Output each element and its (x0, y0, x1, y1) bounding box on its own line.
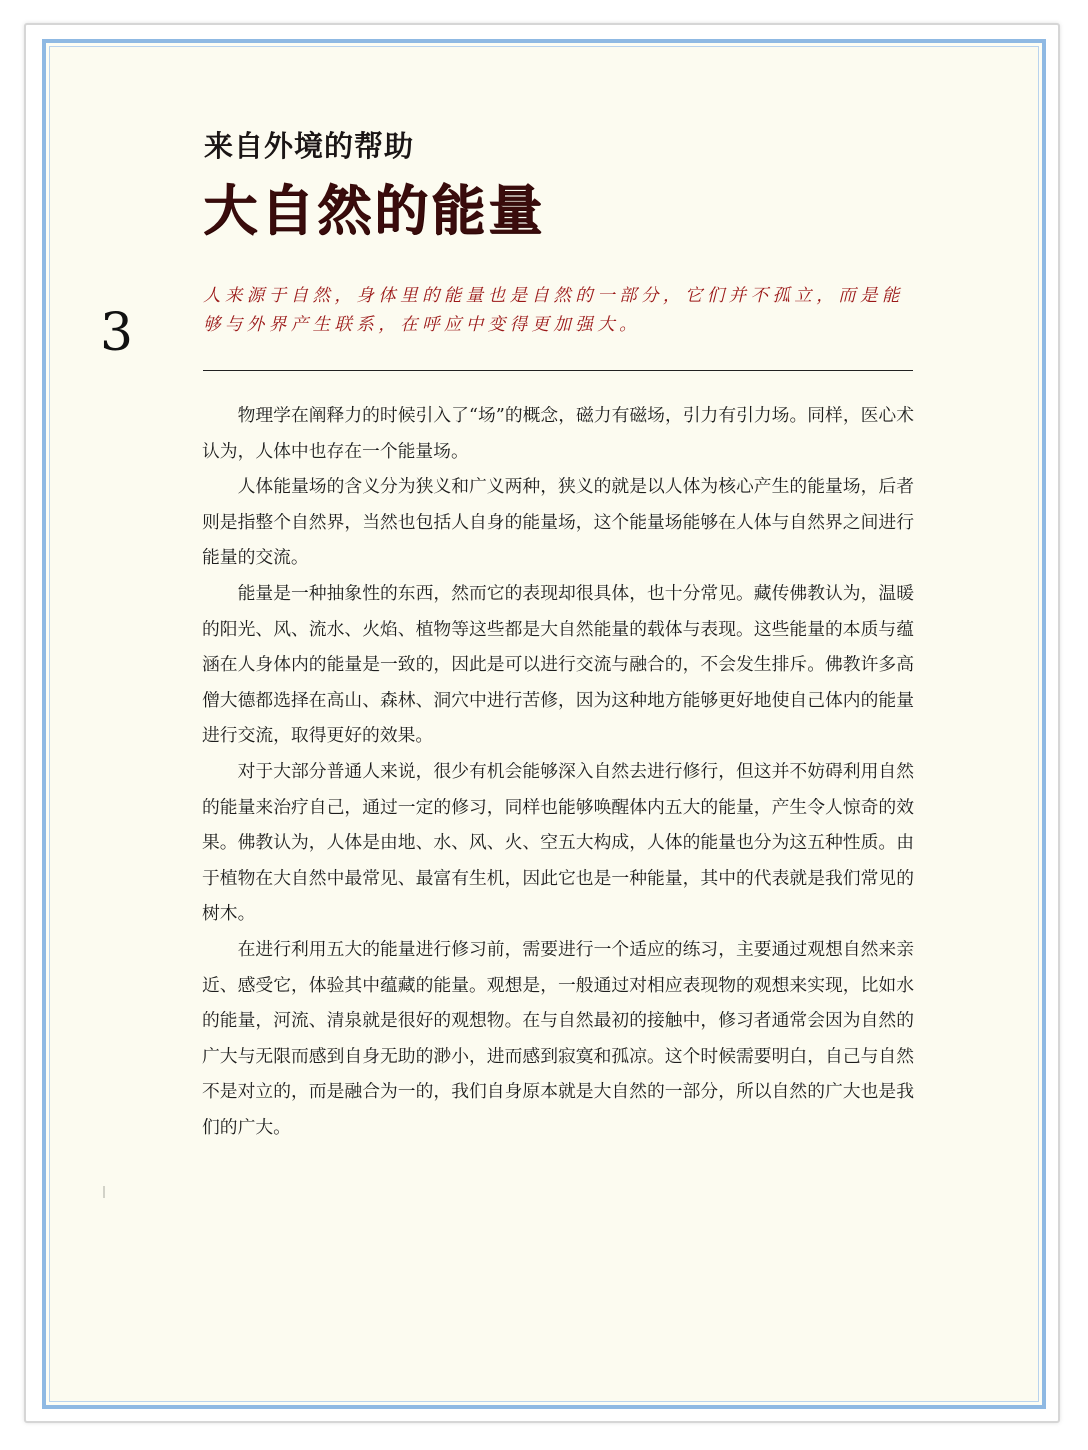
paragraph-5: 在进行利用五大的能量进行修习前，需要进行一个适应的练习，主要通过观想自然来亲近、感受它，体验其中蕴藏的能量。观想是，一般通过对相应表现物的观想来实现，比如水的能量，河流、清泉就是很好的观想物。在与自然最初的接触中，修习者通常会因为自然的广大与无限而感到自身无助的渺小，进而感到寂寞和孤凉。这个时候需要明白，自己与自然不是对立的，而是融合为一的，我们自身原本就是大自然的一部分，所以自然的广大也是我们的广大。 (202, 938, 914, 1138)
section-subtitle: 来自外境的帮助 (204, 129, 415, 163)
page-title: 大自然的能量 (203, 179, 545, 242)
margin-mark (103, 1186, 105, 1198)
paragraph-2: 人体能量场的含义分为狭义和广义两种，狭义的就是以人体为核心产生的能量场，后者则是指整个自然界，当然也包括人自身的能量场，这个能量场能够在人体与自然界之间进行能量的交流。 (202, 476, 914, 569)
paragraph-1: 物理学在阐释力的时候引入了“场”的概念，磁力有磁场，引力有引力场。同样，医心术认为，人体中也存在一个能量场。 (202, 405, 914, 462)
section-divider (203, 370, 913, 371)
paragraph-3: 能量是一种抽象性的东西，然而它的表现却很具体，也十分常见。藏传佛教认为，温暖的阳光、风、流水、火焰、植物等这些都是大自然能量的载体与表现。这些能量的本质与蕴涵在人身体内的能量是一致的，因此是可以进行交流与融合的，不会发生排斥。佛教许多高僧大德都选择在高山、森林、洞穴中进行苦修，因为这种地方能够更好地使自己体内的能量进行交流，取得更好的效果。 (202, 582, 914, 747)
paragraph-4: 对于大部分普通人来说，很少有机会能够深入自然去进行修行，但这并不妨碍利用自然的能量来治疗自己，通过一定的修习，同样也能够唤醒体内五大的能量，产生令人惊奇的效果。佛教认为，人体是由地、水、风、火、空五大构成，人体的能量也分为这五种性质。由于植物在大自然中最常见、最富有生机，因此它也是一种能量，其中的代表就是我们常见的树木。 (202, 760, 914, 925)
chapter-number: 3 (100, 303, 134, 363)
intro-text: 人来源于自然，身体里的能量也是自然的一部分，它们并不孤立，而是能够与外界产生联系，在呼应中变得更加强大。 (203, 286, 904, 335)
body-text (202, 398, 914, 1145)
